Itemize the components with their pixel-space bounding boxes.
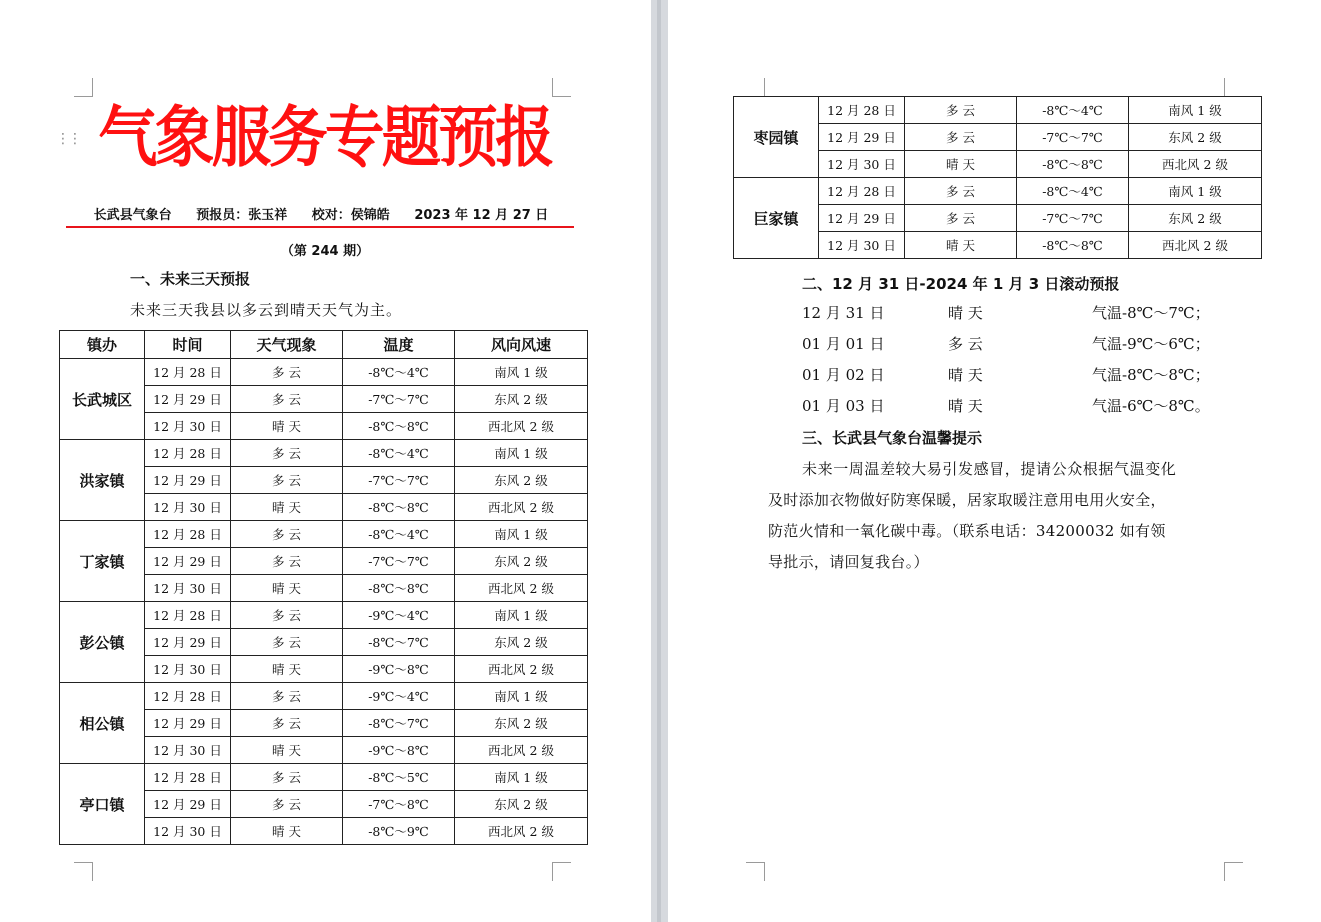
weather-cell: 多 云: [231, 683, 343, 710]
wind-cell: 西北风 2 级: [455, 413, 588, 440]
wind-cell: 南风 1 级: [455, 602, 588, 629]
proofreader-name: 校对：侯锦皓: [311, 208, 390, 223]
masthead: [66, 207, 576, 225]
weather-cell: 多 云: [905, 178, 1017, 205]
date-cell: 12 月 29 日: [145, 791, 231, 818]
tip-line: 及时添加衣物做好防寒保暖，居家取暖注意用电用火安全，: [768, 491, 1166, 509]
date-cell: 12 月 28 日: [145, 602, 231, 629]
margin-corner-mark: [74, 862, 93, 881]
date-cell: 12 月 29 日: [819, 205, 905, 232]
weather-cell: 晴 天: [231, 737, 343, 764]
weather-cell: 多 云: [231, 791, 343, 818]
section-3-heading: 三、长武县气象台温馨提示: [802, 429, 983, 447]
date-cell: 12 月 30 日: [145, 575, 231, 602]
column-header: 风向风速: [455, 331, 588, 359]
issue-number: （第 244 期）: [280, 244, 370, 259]
issue-date: 2023 年 12 月 27 日: [414, 208, 549, 223]
date-cell: 12 月 30 日: [145, 737, 231, 764]
rolling-temperature: 气温-9℃～6℃；: [1092, 335, 1210, 353]
page-gutter: [651, 0, 668, 922]
temperature-cell: -7℃～8℃: [343, 791, 455, 818]
date-cell: 12 月 30 日: [145, 494, 231, 521]
rolling-forecast-row: [802, 333, 1242, 355]
wind-cell: 西北风 2 级: [455, 494, 588, 521]
date-cell: 12 月 28 日: [819, 178, 905, 205]
town-name-cell: 相公镇: [60, 683, 145, 764]
rolling-weather: 晴 天: [948, 304, 983, 322]
date-cell: 12 月 30 日: [145, 656, 231, 683]
date-cell: 12 月 28 日: [145, 683, 231, 710]
margin-corner-mark: [746, 78, 765, 97]
rolling-weather: 多 云: [948, 335, 983, 353]
table-header-row: [60, 331, 588, 359]
column-header: 时间: [145, 331, 231, 359]
wind-cell: 西北风 2 级: [455, 656, 588, 683]
date-cell: 12 月 30 日: [819, 151, 905, 178]
wind-cell: 南风 1 级: [455, 521, 588, 548]
wind-cell: 西北风 2 级: [1129, 232, 1262, 259]
temperature-cell: -8℃～8℃: [343, 413, 455, 440]
tip-line: 防范火情和一氧化碳中毒。（联系电话：34200032 如有领: [768, 522, 1166, 540]
rolling-date: 01 月 02 日: [802, 366, 885, 384]
margin-corner-mark: [552, 862, 571, 881]
date-cell: 12 月 29 日: [145, 386, 231, 413]
section-1-heading: 一、未来三天预报: [130, 270, 251, 288]
temperature-cell: -8℃～7℃: [343, 710, 455, 737]
town-name-cell: 亭口镇: [60, 764, 145, 845]
temperature-cell: -7℃～7℃: [343, 467, 455, 494]
forecaster-name: 预报员：张玉祥: [196, 208, 288, 223]
date-cell: 12 月 28 日: [145, 764, 231, 791]
weather-cell: 多 云: [231, 359, 343, 386]
temperature-cell: -8℃～9℃: [343, 818, 455, 845]
date-cell: 12 月 28 日: [145, 440, 231, 467]
weather-cell: 晴 天: [905, 232, 1017, 259]
wind-cell: 东风 2 级: [455, 791, 588, 818]
date-cell: 12 月 29 日: [145, 629, 231, 656]
temperature-cell: -8℃～4℃: [1017, 97, 1129, 124]
rolling-weather: 晴 天: [948, 366, 983, 384]
temperature-cell: -9℃～4℃: [343, 683, 455, 710]
rolling-forecast-row: [802, 364, 1242, 386]
temperature-cell: -7℃～7℃: [1017, 124, 1129, 151]
date-cell: 12 月 29 日: [819, 124, 905, 151]
date-cell: 12 月 29 日: [145, 548, 231, 575]
temperature-cell: -7℃～7℃: [1017, 205, 1129, 232]
weather-cell: 多 云: [231, 764, 343, 791]
tip-line: 导批示，请回复我台。）: [768, 553, 929, 571]
temperature-cell: -8℃～4℃: [1017, 178, 1129, 205]
margin-corner-mark: [746, 862, 765, 881]
wind-cell: 南风 1 级: [455, 359, 588, 386]
temperature-cell: -8℃～4℃: [343, 359, 455, 386]
forecast-table: [59, 330, 588, 845]
temperature-cell: -8℃～8℃: [1017, 232, 1129, 259]
wind-cell: 西北风 2 级: [455, 575, 588, 602]
temperature-cell: -8℃～8℃: [1017, 151, 1129, 178]
wind-cell: 东风 2 级: [1129, 124, 1262, 151]
weather-cell: 多 云: [905, 124, 1017, 151]
temperature-cell: -8℃～8℃: [343, 494, 455, 521]
rolling-temperature: 气温-8℃～8℃；: [1092, 366, 1210, 384]
table-row: [60, 683, 588, 710]
wind-cell: 西北风 2 级: [455, 818, 588, 845]
weather-cell: 晴 天: [231, 413, 343, 440]
table-row: [60, 764, 588, 791]
date-cell: 12 月 28 日: [145, 521, 231, 548]
wind-cell: 南风 1 级: [455, 764, 588, 791]
temperature-cell: -8℃～7℃: [343, 629, 455, 656]
date-cell: 12 月 29 日: [145, 467, 231, 494]
weather-cell: 晴 天: [231, 818, 343, 845]
weather-cell: 多 云: [905, 205, 1017, 232]
rolling-date: 01 月 01 日: [802, 335, 885, 353]
weather-cell: 晴 天: [905, 151, 1017, 178]
temperature-cell: -7℃～7℃: [343, 386, 455, 413]
weather-cell: 多 云: [231, 521, 343, 548]
date-cell: 12 月 28 日: [819, 97, 905, 124]
rolling-forecast-row: [802, 395, 1242, 417]
weather-cell: 多 云: [231, 467, 343, 494]
column-header: 温度: [343, 331, 455, 359]
table-row: [734, 97, 1262, 124]
table-row: [60, 602, 588, 629]
rolling-forecast-row: [802, 302, 1242, 324]
town-name-cell: 洪家镇: [60, 440, 145, 521]
rolling-weather: 晴 天: [948, 397, 983, 415]
margin-corner-mark: [1224, 78, 1243, 97]
document-page-left: [0, 0, 651, 922]
wind-cell: 西北风 2 级: [455, 737, 588, 764]
temperature-cell: -9℃～8℃: [343, 656, 455, 683]
wind-cell: 南风 1 级: [455, 683, 588, 710]
wind-cell: 南风 1 级: [1129, 178, 1262, 205]
date-cell: 12 月 30 日: [819, 232, 905, 259]
temperature-cell: -9℃～8℃: [343, 737, 455, 764]
temperature-cell: -8℃～4℃: [343, 440, 455, 467]
wind-cell: 东风 2 级: [1129, 205, 1262, 232]
forecast-table-continued: [733, 96, 1262, 259]
rolling-date: 01 月 03 日: [802, 397, 885, 415]
temperature-cell: -9℃～4℃: [343, 602, 455, 629]
table-row: [734, 178, 1262, 205]
weather-cell: 多 云: [905, 97, 1017, 124]
weather-cell: 晴 天: [231, 494, 343, 521]
document-title: 气象服务专题预报: [98, 98, 552, 176]
wind-cell: 南风 1 级: [455, 440, 588, 467]
town-name-cell: 枣园镇: [734, 97, 819, 178]
weather-cell: 晴 天: [231, 656, 343, 683]
column-header: 天气现象: [231, 331, 343, 359]
wind-cell: 东风 2 级: [455, 710, 588, 737]
table-row: [60, 440, 588, 467]
date-cell: 12 月 29 日: [145, 710, 231, 737]
date-cell: 12 月 28 日: [145, 359, 231, 386]
town-name-cell: 彭公镇: [60, 602, 145, 683]
table-row: [60, 521, 588, 548]
weather-cell: 多 云: [231, 602, 343, 629]
wind-cell: 东风 2 级: [455, 386, 588, 413]
weather-cell: 晴 天: [231, 575, 343, 602]
table-row: [60, 359, 588, 386]
wind-cell: 西北风 2 级: [1129, 151, 1262, 178]
date-cell: 12 月 30 日: [145, 413, 231, 440]
temperature-cell: -8℃～5℃: [343, 764, 455, 791]
weather-cell: 多 云: [231, 386, 343, 413]
tip-line: 未来一周温差较大易引发感冒，提请公众根据气温变化: [802, 460, 1177, 478]
town-name-cell: 丁家镇: [60, 521, 145, 602]
town-name-cell: 巨家镇: [734, 178, 819, 259]
rolling-temperature: 气温-6℃～8℃。: [1092, 397, 1210, 415]
weather-cell: 多 云: [231, 629, 343, 656]
section-1-summary: 未来三天我县以多云到晴天天气为主。: [130, 301, 403, 319]
temperature-cell: -8℃～4℃: [343, 521, 455, 548]
weather-cell: 多 云: [231, 710, 343, 737]
date-cell: 12 月 30 日: [145, 818, 231, 845]
header-divider: [66, 226, 574, 228]
wind-cell: 东风 2 级: [455, 548, 588, 575]
temperature-cell: -7℃～7℃: [343, 548, 455, 575]
rolling-temperature: 气温-8℃～7℃；: [1092, 304, 1210, 322]
wind-cell: 东风 2 级: [455, 467, 588, 494]
weather-cell: 多 云: [231, 440, 343, 467]
agency-name: 长武县气象台: [93, 208, 172, 223]
section-2-heading: 二、12 月 31 日-2024 年 1 月 3 日滚动预报: [802, 275, 1120, 293]
wind-cell: 东风 2 级: [455, 629, 588, 656]
wind-cell: 南风 1 级: [1129, 97, 1262, 124]
temperature-cell: -8℃～8℃: [343, 575, 455, 602]
margin-corner-mark: [1224, 862, 1243, 881]
rolling-date: 12 月 31 日: [802, 304, 885, 322]
weather-cell: 多 云: [231, 548, 343, 575]
drag-handle-icon[interactable]: ⋮⋮: [56, 131, 80, 147]
column-header: 镇办: [60, 331, 145, 359]
town-name-cell: 长武城区: [60, 359, 145, 440]
